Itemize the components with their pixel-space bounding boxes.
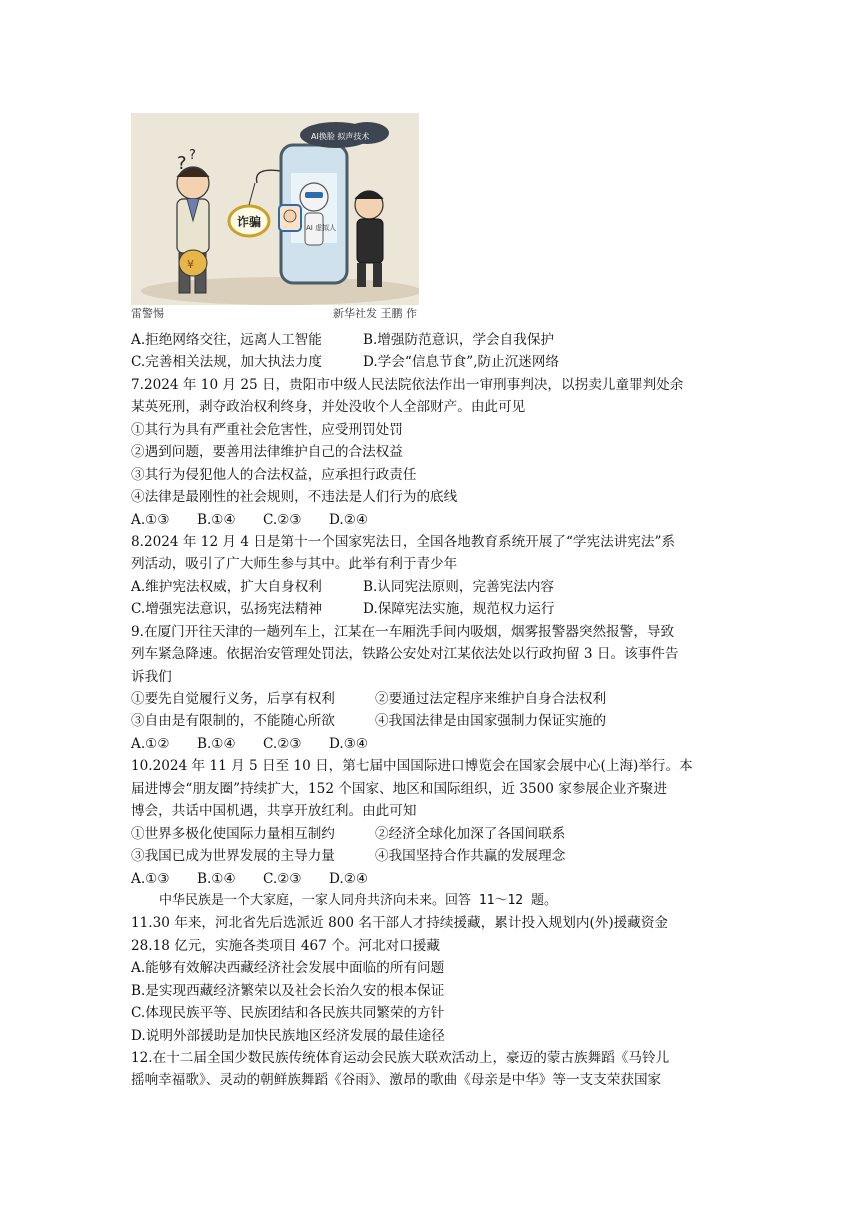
q9-statements-row-1: [131, 688, 736, 710]
q9-statement-4: ④我国法律是由国家强制力保证实施的: [375, 713, 607, 730]
q7-option-a: A.①③: [131, 511, 170, 528]
q9-option-b: B.①④: [197, 735, 236, 752]
cartoon-drawing: [131, 113, 419, 305]
q10-option-d: D.②④: [329, 870, 369, 887]
q9-option-c: C.②③: [263, 735, 302, 752]
q11-option-d: D.说明外部援助是加快民族地区经济发展的最佳途径: [131, 1027, 445, 1044]
q9-statements-row-2: [131, 710, 736, 732]
q11-option-a: A.能够有效解决西藏经济社会发展中面临的所有问题: [131, 960, 445, 977]
q10-stem-line-1: 10.2024 年 11 月 5 日至 10 日，第七届中国国际进口博览会在国家会展中心(上海)举行。本: [131, 758, 693, 775]
q11-stem-line-1: 11.30 年来，河北省先后选派近 800 名干部人才持续援藏，累计投入规划内(外)援藏资金: [131, 915, 669, 932]
q10-option-a: A.①③: [131, 870, 170, 887]
smartphone-figure: [279, 145, 347, 283]
q8-option-b: B.认同宪法原则，完善宪法内容: [363, 578, 555, 595]
section-intro-11-12: 中华民族是一个大家庭，一家人同舟共济向未来。回答 11～12 题。: [159, 892, 557, 908]
q7-options: [131, 509, 736, 531]
q7-statement-4: ④法律是最刚性的社会规则，不违法是人们行为的底线: [131, 489, 458, 506]
cartoon-caption-credit: 新华社发 王鹏 作: [333, 307, 417, 320]
q9-stem-line-3: 诉我们: [131, 668, 172, 685]
svg-text:?: ?: [177, 153, 187, 174]
money-bag-icon: [179, 250, 207, 276]
q10-statement-1: ①世界多极化使国际力量相互制约: [131, 825, 335, 842]
q9-options: [131, 733, 736, 755]
q10-statement-2: ②经济全球化加深了各国间联系: [375, 825, 566, 842]
svg-text:?: ?: [189, 148, 196, 163]
q7-statement-2: ②遇到问题，要善用法律维护自己的合法权益: [131, 444, 403, 461]
svg-text:诈骗: 诈骗: [237, 215, 262, 229]
q12-stem-line-2: 摇响幸福歌》、灵动的朝鲜族舞蹈《谷雨》、激昂的歌曲《母亲是中华》等一支支荣获国家: [131, 1072, 662, 1089]
q7-option-b: B.①④: [197, 511, 236, 528]
fraud-cartoon-image: [131, 113, 419, 305]
q8-option-c: C.增强宪法意识，弘扬宪法精神: [131, 601, 322, 618]
q8-stem-line-1: 8.2024 年 12 月 4 日是第十一个国家宪法日，全国各地教育系统开展了“学宪法讲宪法”系: [131, 533, 676, 550]
q9-stem-line-1: 9.在厦门开往天津的一趟列车上，江某在一车厢洗手间内吸烟，烟雾报警器突然报警，导致: [131, 623, 675, 640]
cartoon-caption-left: 雷警惕: [131, 307, 164, 320]
q6-option-c: C.完善相关法规，加大执法力度: [131, 354, 322, 371]
q6-option-b: B.增强防范意识，学会自我保护: [363, 332, 555, 348]
q7-stem-line-2: 某英死刑，剥夺政治权利终身，并处没收个人全部财产。由此可见: [131, 399, 526, 416]
q10-options: [131, 868, 736, 890]
q12-stem-line-1: 12.在十二届全国少数民族传统体育运动会民族大联欢活动上，豪迈的蒙古族舞蹈《马铃儿: [131, 1050, 670, 1066]
q6-options-row-1: [131, 329, 736, 351]
q10-stem-line-3: 博会，共话中国机遇，共享开放红利。由此可知: [131, 803, 417, 820]
q10-statements-row-2: [131, 845, 736, 867]
q6-options-row-2: [131, 351, 736, 373]
q11-stem-line-2: 28.18 亿元，实施各类项目 467 个。河北对口援藏: [131, 937, 440, 954]
question-text-block: [131, 329, 736, 1092]
q8-options-row-2: [131, 598, 736, 620]
q7-option-d: D.②④: [329, 511, 369, 528]
q10-statement-4: ④我国坚持合作共赢的发展理念: [375, 848, 566, 865]
svg-text:¥: ¥: [187, 258, 194, 271]
svg-text:AI 虚拟人: AI 虚拟人: [306, 224, 337, 232]
q8-stem-line-2: 列活动，吸引了广大师生参与其中。此举有利于青少年: [131, 556, 458, 573]
q10-option-b: B.①④: [197, 870, 236, 887]
q11-option-b: B.是实现西藏经济繁荣以及社会长治久安的根本保证: [131, 982, 445, 999]
q9-statement-1: ①要先自觉履行义务，后享有权利: [131, 691, 335, 707]
svg-text:AI换脸 拟声技术: AI换脸 拟声技术: [311, 132, 370, 141]
q8-option-a: A.维护宪法权威，扩大自身权利: [131, 578, 322, 595]
q9-option-a: A.①②: [131, 735, 170, 752]
q10-stem-line-2: 届进博会“朋友圈”持续扩大，152 个国家、地区和国际组织，近 3500 家参展企业齐聚进: [131, 780, 667, 797]
q9-statement-3: ③自由是有限制的，不能随心所欲: [131, 713, 335, 730]
q7-option-c: C.②③: [263, 511, 302, 528]
q7-statement-1: ①其行为具有严重社会危害性，应受刑罚处罚: [131, 421, 403, 438]
q6-option-a: A.拒绝网络交往，远离人工智能: [131, 332, 322, 348]
q10-option-c: C.②③: [263, 870, 302, 887]
q10-statements-row-1: [131, 823, 736, 845]
q9-stem-line-2: 列车紧急降速。依据治安管理处罚法，铁路公安处对江某依法处以行政拘留 3 日。该事件告: [131, 646, 679, 663]
q9-statement-2: ②要通过法定程序来维护自身合法权利: [375, 691, 607, 707]
q7-statement-3: ③其行为侵犯他人的合法权益，应承担行政责任: [131, 466, 417, 483]
q6-option-d: D.学会“信息节食”,防止沉迷网络: [363, 354, 560, 371]
q7-stem-line-1: 7.2024 年 10 月 25 日，贵阳市中级人民法院依法作出一审刑事判决，以拐卖儿童罪判处余: [131, 376, 684, 393]
q10-statement-3: ③我国已成为世界发展的主导力量: [131, 848, 335, 865]
q11-option-c: C.体现民族平等、民族团结和各民族共同繁荣的方针: [131, 1005, 445, 1022]
q8-option-d: D.保障宪法实施，规范权力运行: [363, 601, 555, 618]
q8-options-row-1: [131, 576, 736, 598]
q9-option-d: D.③④: [329, 735, 369, 752]
